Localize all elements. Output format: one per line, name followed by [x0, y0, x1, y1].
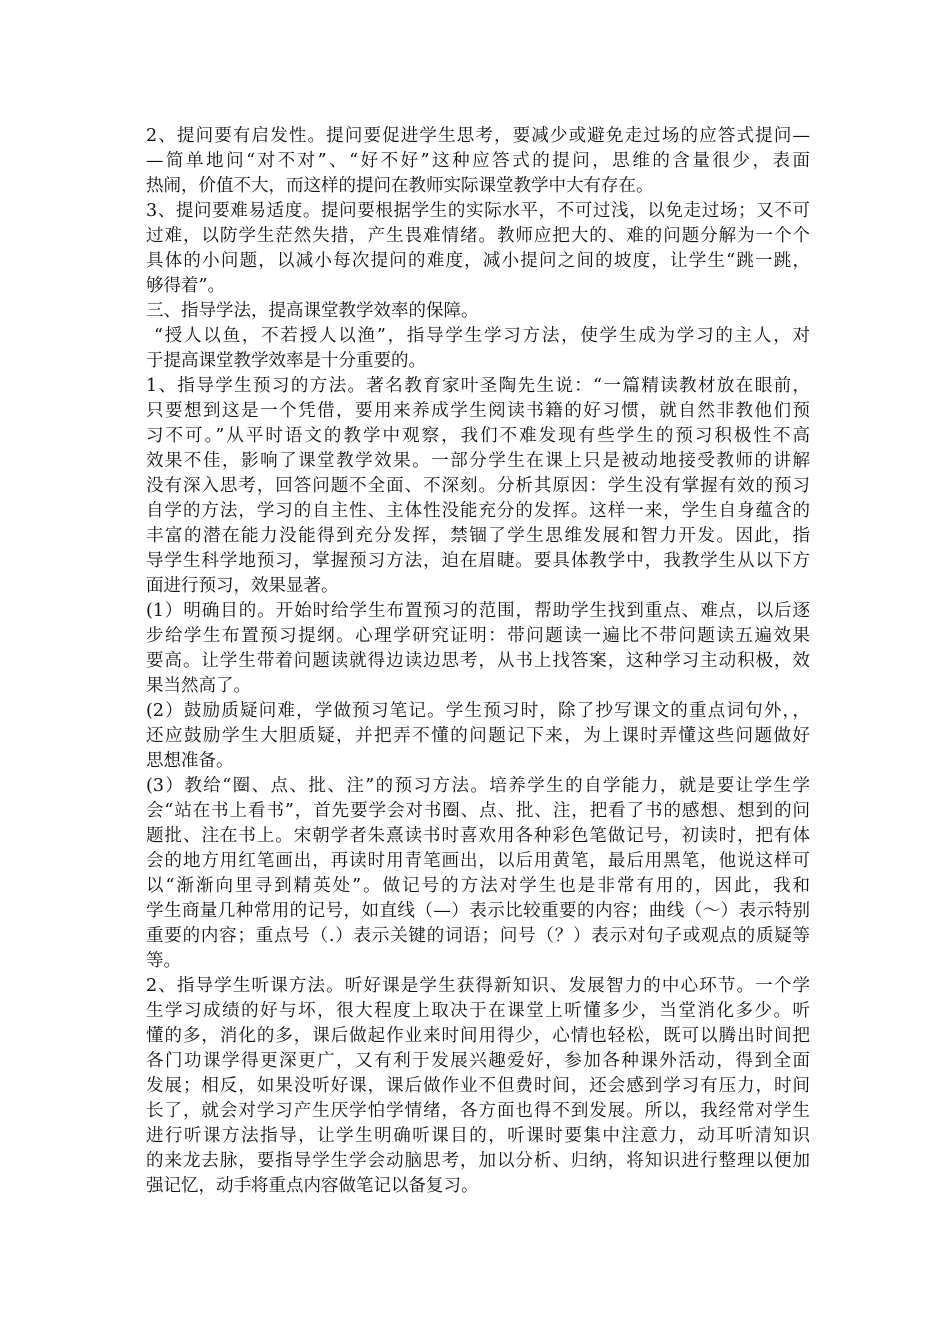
- text-line: 强记忆，动手将重点内容做笔记以备复习。: [146, 1176, 479, 1196]
- paragraph: [146, 974, 810, 1199]
- paragraph: [146, 324, 810, 374]
- text-line: 效果不佳，影响了课堂教学效果。一部分学生在课上只是被动地接受教师的讲解: [146, 451, 810, 471]
- text-line: —简单地问“对不对”、“好不好”这种应答式的提问，思维的含量很少，表面: [146, 151, 810, 171]
- text-line: 自学的方法，学习的自主性、主体性没能充分的发挥。这样一来，学生自身蕴含的: [146, 501, 810, 521]
- paragraph: [146, 374, 810, 599]
- text-line: 重要的内容；重点号（.）表示关键的词语；问号（？）表示对句子或观点的质疑等: [146, 926, 810, 946]
- text-line: 2、提问要有启发性。提问要促进学生思考，要减少或避免走过场的应答式提问—: [146, 126, 810, 146]
- text-line: 发展；相反，如果没听好课，课后做作业不但费时间，还会感到学习有压力，时间: [146, 1076, 810, 1096]
- text-line: 2、指导学生听课方法。听好课是学生获得新知识、发展智力的中心环节。一个学: [146, 976, 810, 996]
- text-line: 学生商量几种常用的记号，如直线（—）表示比较重要的内容；曲线（～）表示特别: [146, 901, 810, 921]
- text-line: “授人以鱼，不若授人以渔”，指导学生学习方法，使学生成为学习的主人，对: [154, 326, 810, 346]
- text-line: 具体的小问题，以减小每次提问的难度，减小提问之间的坡度，让学生“跳一跳，: [146, 251, 810, 271]
- text-line: 过难，以防学生茫然失措，产生畏难情绪。教师应把大的、难的问题分解为一个个: [146, 226, 810, 246]
- text-line: 热闹，价值不大，而这样的提问在教师实际课堂教学中大有存在。: [146, 176, 654, 196]
- text-line: 以“渐渐向里寻到精英处”。做记号的方法对学生也是非常有用的，因此，我和: [146, 876, 810, 896]
- text-line: 1、指导学生预习的方法。著名教育家叶圣陶先生说：“一篇精读教材放在眼前，: [146, 376, 810, 396]
- text-line: 够得着”。: [146, 276, 225, 296]
- text-line: 等。: [146, 951, 181, 971]
- text-line: (2）鼓励质疑问难，学做预习笔记。学生预习时，除了抄写课文的重点词句外，，: [146, 701, 810, 721]
- text-line: 的来龙去脉，要指导学生学会动脑思考，加以分析、归纳，将知识进行整理以便加: [146, 1151, 810, 1171]
- text-line: 题批、注在书上。宋朝学者朱熹读书时喜欢用各种彩色笔做记号，初读时，把有体: [146, 826, 810, 846]
- text-line: (3）教给“圈、点、批、注”的预习方法。培养学生的自学能力，就是要让学生学: [146, 776, 810, 796]
- text-line: 导学生科学地预习，掌握预习方法，迫在眉睫。要具体教学中，我教学生从以下方: [146, 551, 810, 571]
- text-line: 果当然高了。: [146, 676, 251, 696]
- text-line: 还应鼓励学生大胆质疑，并把弄不懂的问题记下来，为上课时弄懂这些问题做好: [146, 726, 810, 746]
- text-line: 三、指导学法，提高课堂教学效率的保障。: [146, 301, 479, 321]
- text-line: 思想准备。: [146, 751, 234, 771]
- paragraph: [146, 599, 810, 699]
- text-line: 只要想到这是一个凭借，要用来养成学生阅读书籍的好习惯，就自然非教他们预: [146, 401, 810, 421]
- text-line: 长了，就会对学习产生厌学怕学情绪，各方面也得不到发展。所以，我经常对学生: [146, 1101, 810, 1121]
- text-line: 步给学生布置预习提纲。心理学研究证明：带问题读一遍比不带问题读五遍效果: [146, 626, 810, 646]
- text-line: 各门功课学得更深更广，又有利于发展兴趣爱好，参加各种课外活动，得到全面: [146, 1051, 810, 1071]
- text-line: 3、提问要难易适度。提问要根据学生的实际水平，不可过浅，以免走过场；又不可: [146, 201, 810, 221]
- text-line: 要高。让学生带着问题读就得边读边思考，从书上找答案，这种学习主动积极，效: [146, 651, 810, 671]
- paragraph: [146, 124, 810, 199]
- paragraph: [146, 299, 810, 324]
- text-line: 会“站在书上看书”，首先要学会对书圈、点、批、注，把看了书的感想、想到的问: [146, 801, 810, 821]
- text-line: 懂的多，消化的多，课后做起作业来时间用得少，心情也轻松，既可以腾出时间把: [146, 1026, 810, 1046]
- text-line: 会的地方用红笔画出，再读时用青笔画出，以后用黄笔，最后用黑笔，他说这样可: [146, 851, 810, 871]
- document-page: [146, 124, 810, 1199]
- text-line: 没有深入思考，回答问题不全面、不深刻。分析其原因：学生没有掌握有效的预习: [146, 476, 810, 496]
- text-line: 面进行预习，效果显著。: [146, 576, 339, 596]
- text-line: (1）明确目的。开始时给学生布置预习的范围，帮助学生找到重点、难点，以后逐: [146, 601, 810, 621]
- text-line: 于提高课堂教学效率是十分重要的。: [146, 351, 426, 371]
- paragraph: [146, 199, 810, 299]
- text-line: 习不可。”从平时语文的教学中观察，我们不难发现有些学生的预习积极性不高: [146, 426, 810, 446]
- text-line: 丰富的潜在能力没能得到充分发挥，禁锢了学生思维发展和智力开发。因此，指: [146, 526, 810, 546]
- paragraph: [146, 699, 810, 774]
- text-line: 生学习成绩的好与坏，很大程度上取决于在课堂上听懂多少，当堂消化多少。听: [146, 1001, 810, 1021]
- paragraph: [146, 774, 810, 974]
- text-line: 进行听课方法指导，让学生明确听课目的，听课时要集中注意力，动耳听清知识: [146, 1126, 810, 1146]
